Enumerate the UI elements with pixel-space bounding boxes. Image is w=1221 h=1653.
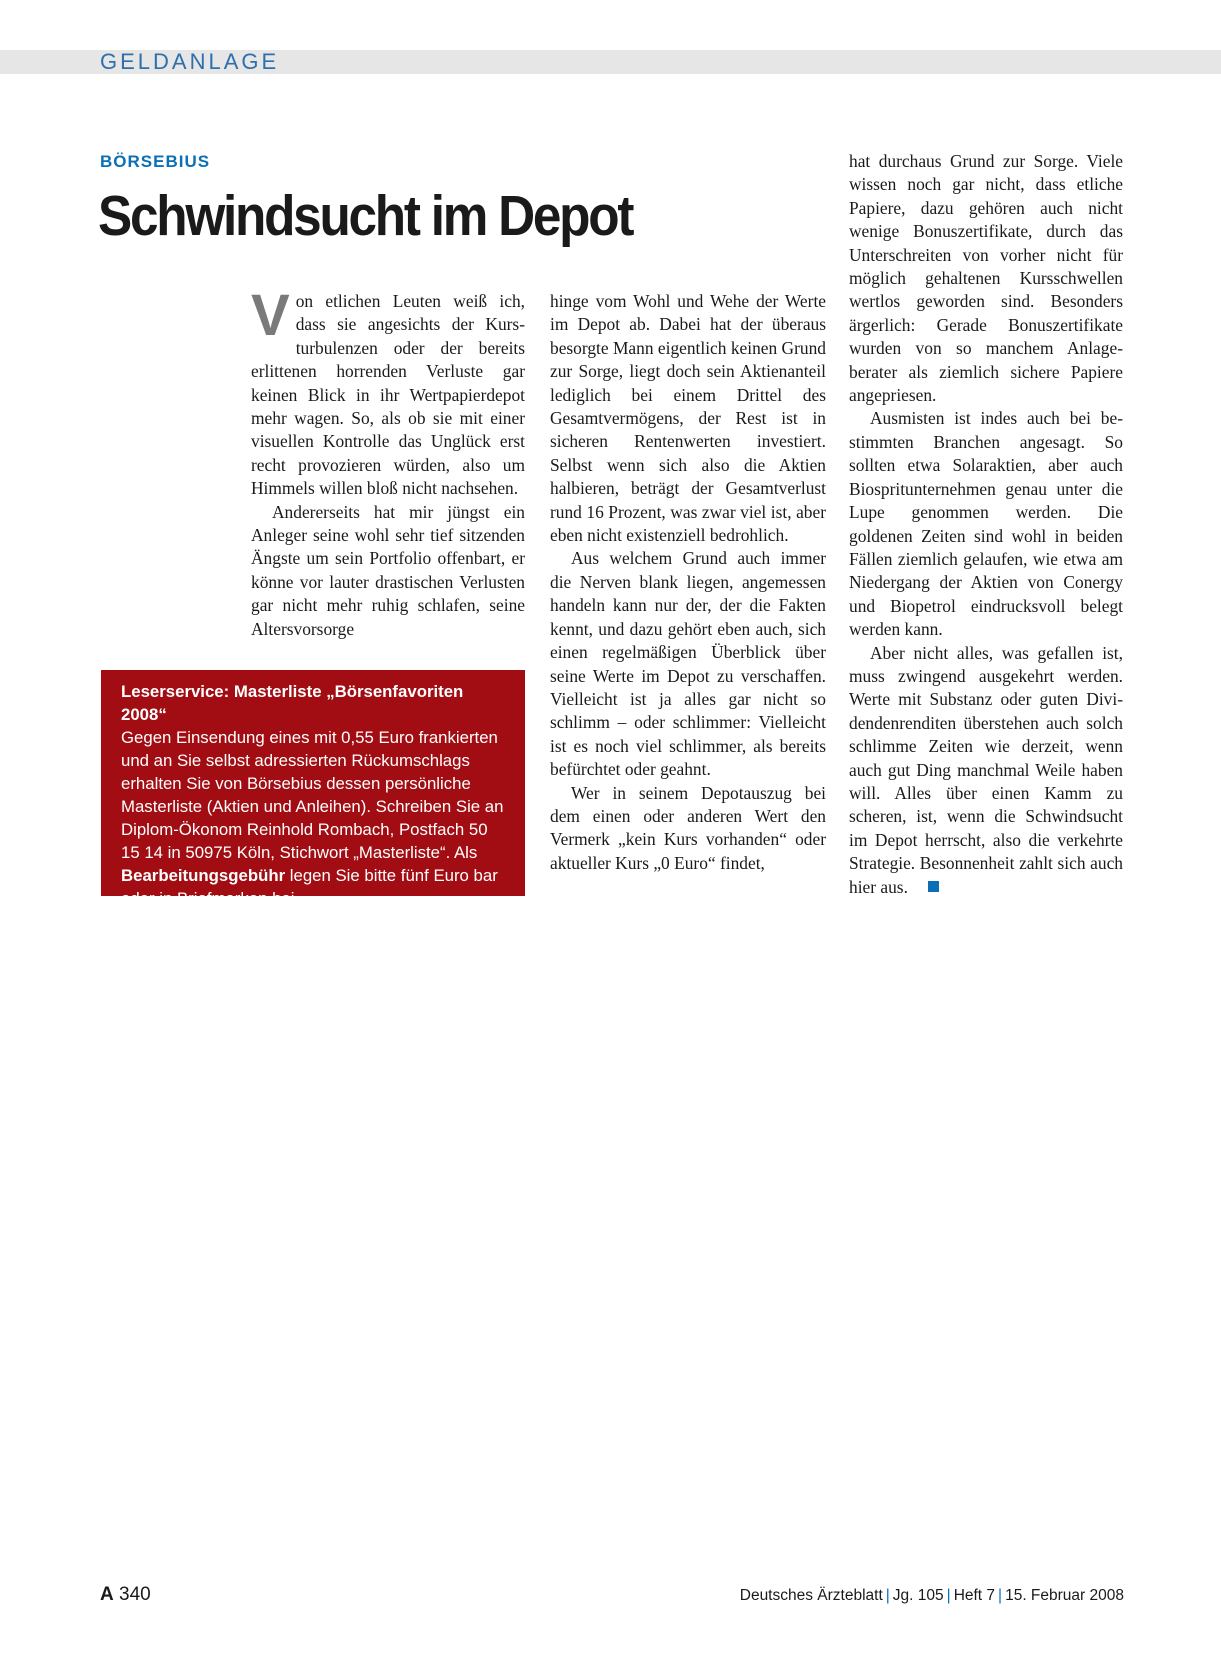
paragraph: Aus welchem Grund auch immer die Nerven blank liegen, angemessen handeln kann nur der, der die Fakten kennt, und dazu gehört eben auch, sich einen regelmäßigen Überblick über seine Werte im Depot zu verschaffen. Vielleicht ist ja alles gar nicht so schlimm – oder schlimmer: Vielleicht ist es noch viel schlimmer, als bereits befürchtet oder geahnt. bbox=[550, 548, 826, 780]
publication-info bbox=[740, 1587, 1124, 1605]
page-number-value: 340 bbox=[119, 1584, 151, 1605]
page-number bbox=[100, 1584, 151, 1606]
reader-service-title: Leserservice: Masterliste „Börsenfavoriten 2008“ bbox=[121, 682, 464, 724]
paragraph bbox=[251, 283, 525, 501]
paragraph: hinge vom Wohl und Wehe der Werte im Depot ab. Dabei hat der überaus besorgte Mann eigentlich keinen Grund zur Sorge, liegt doch sein Aktienanteil lediglich bei einem Drittel des Gesamtvermögens, der Rest ist in sicheren Rentenwerten investiert. Selbst wenn sich also die Aktien halbieren, beträgt der Gesamtverlust rund 16 Prozent, was zwar viel ist, aber eben nicht existenziell bedrohlich. bbox=[550, 291, 826, 546]
drop-cap: V bbox=[251, 283, 290, 348]
separator: | bbox=[885, 1587, 890, 1604]
article-kicker: BÖRSEBIUS bbox=[100, 152, 211, 171]
article-headline: Schwindsucht im Depot bbox=[98, 184, 633, 248]
reader-service-text: Gegen Einsendung eines mit 0,55 Euro frankierten und an Sie selbst adressierten Rückumschlags erhalten Sie von Börsebius dessen persönliche Masterliste (Aktien und Anleihen). Schreiben Sie an Diplom-Ökonom Reinhold Rombach, Postfach 50 15 14 in 50975 Köln, Stichwort „Masterliste“. Als bbox=[121, 728, 504, 862]
paragraph: hat durchaus Grund zur Sorge. Viele wissen noch gar nicht, dass etliche Papiere, dazu gehören auch nicht wenige Bonuszertifikate, durch das Unterschreiten von vorher nicht für möglich gehaltenen Kursschwellen wertlos geworden sind. Besonders ärgerlich: Gerade Bonuszertifikate wurden von so manchem Anlageberater als ziemlich sichere Papiere angepriesen. bbox=[849, 151, 1123, 406]
issue: Heft 7 bbox=[953, 1587, 996, 1604]
journal-name: Deutsches Ärzteblatt bbox=[739, 1587, 883, 1604]
article-column-2 bbox=[550, 290, 826, 875]
reader-service-text-end: legen Sie bitte fünf Euro bar oder in Briefmarken bei. bbox=[121, 866, 498, 908]
page-prefix: A bbox=[100, 1584, 114, 1605]
paragraph bbox=[849, 642, 1123, 899]
end-of-article-mark-icon bbox=[928, 881, 939, 892]
paragraph-text: Aber nicht alles, was gefallen ist, muss zwingend ausgekehrt werden. Werte mit Substanz oder guten Dividendenrenditen überstehen auch solch schlimme Zeiten wie derzeit, wenn auch gut Ding manchmal Weile haben will. Alles über einen Kamm zu scheren, ist, wenn die Schwindsucht im Depot herrscht, also die verkehrte Strategie. Besonnenheit zahlt sich auch hier aus. bbox=[849, 642, 1123, 897]
reader-service-box bbox=[101, 670, 525, 908]
paragraph: Ausmisten ist indes auch bei bestimmten Branchen angesagt. So sollten etwa Solaraktien, aber auch Biospritunternehmen genau unter die Lupe genommen werden. Die goldenen Zeiten sind wohl in beiden Fällen ziemlich gelaufen, wie etwa am Niedergang der Aktien von Conergy und Biopetrol eindrucksvoll belegt werden kann. bbox=[849, 408, 1123, 640]
article-column-3 bbox=[849, 150, 1123, 899]
issue-date: 15. Februar 2008 bbox=[1005, 1587, 1124, 1604]
reader-service-bold-text: Bearbeitungsgebühr bbox=[121, 866, 286, 885]
separator: | bbox=[998, 1587, 1003, 1604]
section-label: GELDANLAGE bbox=[100, 49, 280, 74]
separator: | bbox=[946, 1587, 951, 1604]
article-column-1 bbox=[251, 283, 525, 641]
paragraph: Wer in seinem Depotauszug bei dem einen oder anderen Wert den Vermerk „kein Kurs vorhanden“ oder aktueller Kurs „0 Euro“ findet, bbox=[550, 782, 826, 873]
paragraph: Andererseits hat mir jüngst ein Anleger seine wohl sehr tief sitzenden Ängste um sein Portfolio offenbart, er könne vor lauter drastischen Verlusten gar nicht mehr ruhig schlafen, seine Altersvorsorge bbox=[251, 501, 525, 639]
volume: Jg. 105 bbox=[892, 1587, 944, 1604]
paragraph-text: on etlichen Leuten weiß ich, dass sie angesichts der Kursturbulenzen oder der bereits erlittenen horrenden Verluste gar keinen Blick in ihr Wertpapierdepot mehr wagen. So, als ob sie mit einer visuellen Kontrolle das Unglück erst recht provozieren würden, also um Himmels willen bloß nicht nachsehen. bbox=[251, 291, 525, 499]
